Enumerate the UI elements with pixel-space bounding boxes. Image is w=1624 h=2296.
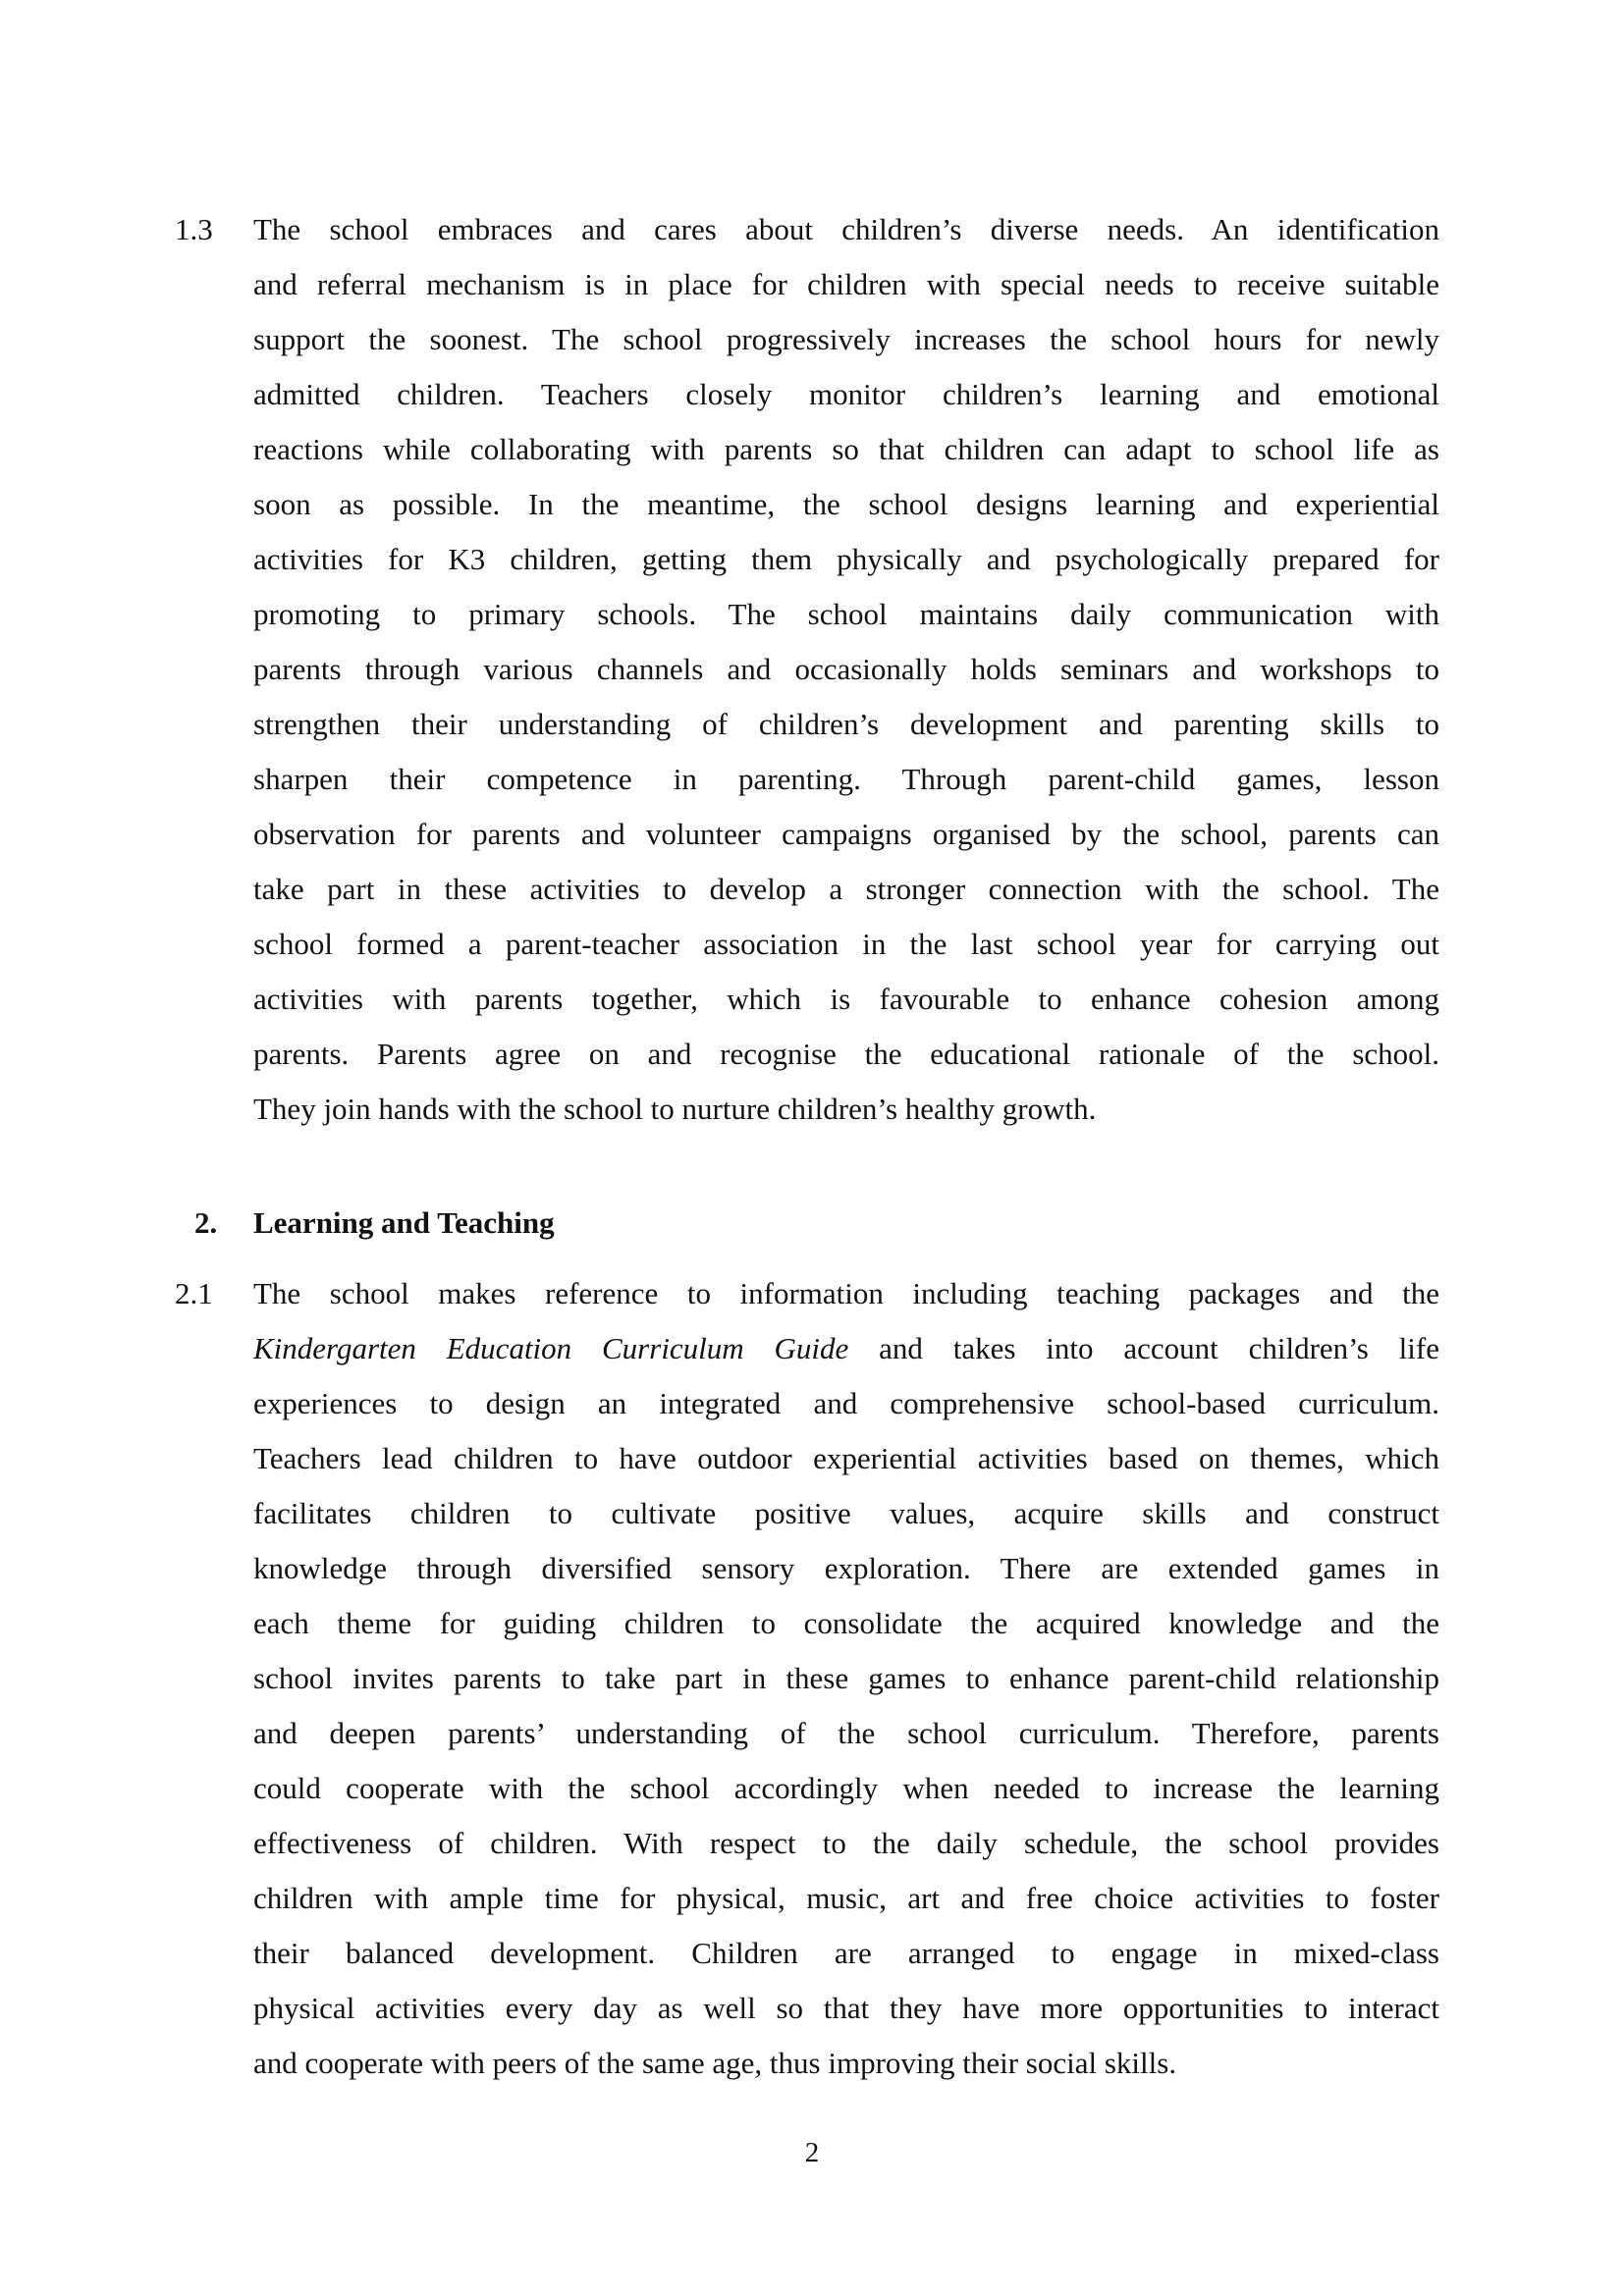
text-line: parents. Parents agree on and recognise the educational rationale of the school.: [253, 1037, 1439, 1071]
text-line: and deepen parents’ understanding of the school curriculum. Therefore, parents: [253, 1716, 1439, 1750]
text-line: knowledge through diversified sensory exploration. There are extended games in: [253, 1551, 1439, 1585]
text-line: The school makes reference to information including teaching packages and the: [253, 1276, 1439, 1310]
text-line: effectiveness of children. With respect to the daily schedule, the school provides: [253, 1826, 1439, 1860]
text-line: school invites parents to take part in these games to enhance parent-child relationship: [253, 1661, 1439, 1695]
curriculum-guide-title: Kindergarten Education Curriculum Guide: [253, 1331, 849, 1365]
section-title: Learning and Teaching: [253, 1205, 555, 1240]
paragraph-2-1: [175, 1266, 1439, 2091]
paragraph-number: 1.3: [175, 212, 213, 246]
text-line: children with ample time for physical, music, art and free choice activities to foster: [253, 1881, 1439, 1915]
page-number: 2: [804, 2137, 820, 2168]
text-fragment: and takes into account children’s life: [848, 1331, 1439, 1365]
text-line: experiences to design an integrated and comprehensive school-based curriculum.: [253, 1386, 1439, 1420]
text-line: and cooperate with peers of the same age, thus improving their social skills.: [253, 2046, 1177, 2080]
text-line: their balanced development. Children are arranged to engage in mixed-class: [253, 1936, 1439, 1970]
paragraph-number: 2.1: [175, 1276, 213, 1310]
text-line: soon as possible. In the meantime, the school designs learning and experiential: [253, 487, 1439, 521]
text-line: and referral mechanism is in place for children with special needs to receive suitable: [253, 267, 1439, 301]
paragraph-1-3: [175, 202, 1439, 1137]
section-heading: [194, 1196, 555, 1251]
section-number: 2.: [194, 1205, 218, 1240]
text-line: support the soonest. The school progressively increases the school hours for newly: [253, 322, 1439, 356]
text-line: strengthen their understanding of children’s development and parenting skills to: [253, 707, 1439, 741]
text-line: facilitates children to cultivate positive values, acquire skills and construct: [253, 1496, 1439, 1530]
text-line: physical activities every day as well so that they have more opportunities to interact: [253, 1991, 1439, 2025]
text-line: The school embraces and cares about children’s diverse needs. An identification: [253, 212, 1439, 246]
text-line: activities with parents together, which is favourable to enhance cohesion among: [253, 982, 1439, 1016]
text-line: each theme for guiding children to consolidate the acquired knowledge and the: [253, 1606, 1439, 1640]
text-line: take part in these activities to develop a stronger connection with the school. The: [253, 872, 1439, 906]
text-line: could cooperate with the school accordingly when needed to increase the learning: [253, 1771, 1439, 1805]
text-line: activities for K3 children, getting them physically and psychologically prepared for: [253, 542, 1439, 576]
text-line: They join hands with the school to nurture children’s healthy growth.: [253, 1092, 1097, 1126]
text-line-with-title: [253, 1321, 1439, 1376]
text-line: school formed a parent-teacher association in the last school year for carrying out: [253, 927, 1439, 961]
paragraph-body: [253, 202, 1439, 1137]
text-line: promoting to primary schools. The school maintains daily communication with: [253, 597, 1439, 631]
text-line: parents through various channels and occasionally holds seminars and workshops to: [253, 652, 1439, 686]
text-line: admitted children. Teachers closely monitor children’s learning and emotional: [253, 377, 1439, 411]
text-line: observation for parents and volunteer campaigns organised by the school, parents can: [253, 817, 1439, 851]
text-line: Teachers lead children to have outdoor experiential activities based on themes, which: [253, 1441, 1439, 1475]
text-line: reactions while collaborating with parents so that children can adapt to school life as: [253, 432, 1439, 466]
text-line: sharpen their competence in parenting. Through parent-child games, lesson: [253, 762, 1439, 796]
paragraph-body: [253, 1266, 1439, 2091]
